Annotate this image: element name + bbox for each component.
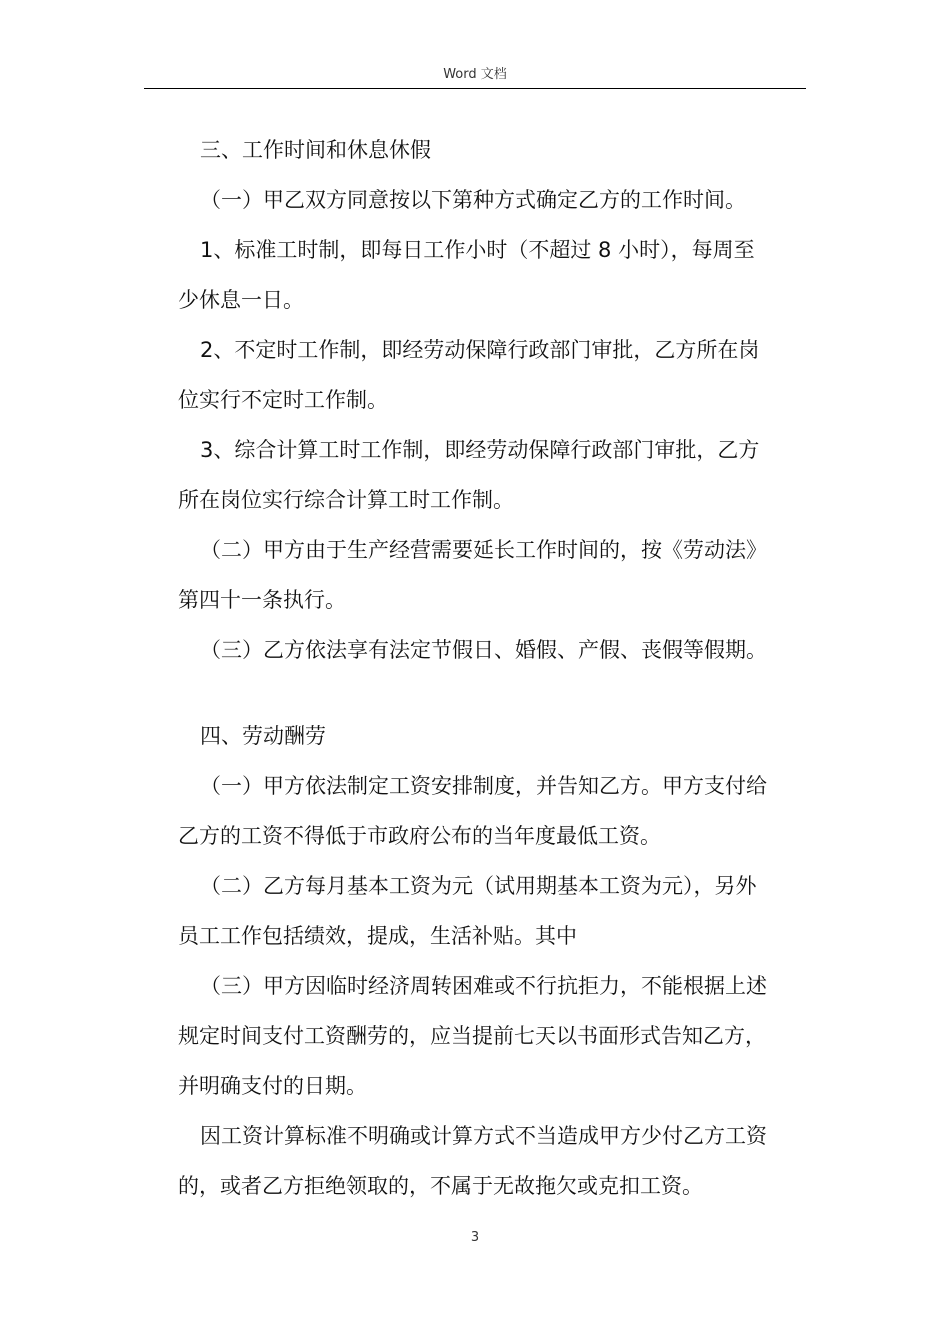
paragraph-line: 所在岗位实行综合计算工时工作制。	[178, 488, 514, 512]
paragraph-line: 员工工作包括绩效，提成，生活补贴。其中	[178, 924, 577, 948]
paragraph-line: （一）甲乙双方同意按以下第种方式确定乙方的工作时间。	[200, 188, 746, 212]
page-number-text: 3	[470, 1230, 480, 1245]
paragraph-line: （一）甲方依法制定工资安排制度，并告知乙方。甲方支付给	[200, 774, 767, 798]
paragraph-line: 规定时间支付工资酬劳的，应当提前七天以书面形式告知乙方，	[178, 1024, 766, 1048]
document-body	[178, 125, 798, 1211]
paragraph-line: 少休息一日。	[178, 288, 304, 312]
paragraph-line: 并明确支付的日期。	[178, 1074, 367, 1098]
header-title: Word 文档	[443, 67, 507, 82]
paragraph-line: （二）甲方由于生产经营需要延长工作时间的，按《劳动法》	[200, 538, 767, 562]
paragraph-line: 1、标准工时制，即每日工作小时（不超过 8 小时），每周至	[200, 238, 755, 262]
paragraph-line: （三）乙方依法享有法定节假日、婚假、产假、丧假等假期。	[200, 638, 767, 662]
paragraph-line: （二）乙方每月基本工资为元（试用期基本工资为元），另外	[200, 874, 757, 898]
section-gap	[178, 675, 798, 711]
paragraph-line: 的，或者乙方拒绝领取的，不属于无故拖欠或克扣工资。	[178, 1174, 703, 1198]
paragraph-line: 第四十一条执行。	[178, 588, 346, 612]
paragraph-line: （三）甲方因临时经济周转困难或不行抗拒力，不能根据上述	[200, 974, 767, 998]
paragraph-line: 因工资计算标准不明确或计算方式不当造成甲方少付乙方工资	[200, 1124, 767, 1148]
header-rule	[144, 88, 806, 89]
paragraph-line: 3、综合计算工时工作制，即经劳动保障行政部门审批，乙方	[200, 438, 760, 462]
paragraph-line: 乙方的工资不得低于市政府公布的当年度最低工资。	[178, 824, 661, 848]
page-header	[0, 66, 950, 84]
page-number	[0, 1229, 950, 1247]
paragraph-line: 2、不定时工作制，即经劳动保障行政部门审批，乙方所在岗	[200, 338, 760, 362]
paragraph-line: 位实行不定时工作制。	[178, 388, 388, 412]
section-heading-3: 三、工作时间和休息休假	[200, 138, 431, 162]
section-heading-4: 四、劳动酬劳	[200, 724, 326, 748]
